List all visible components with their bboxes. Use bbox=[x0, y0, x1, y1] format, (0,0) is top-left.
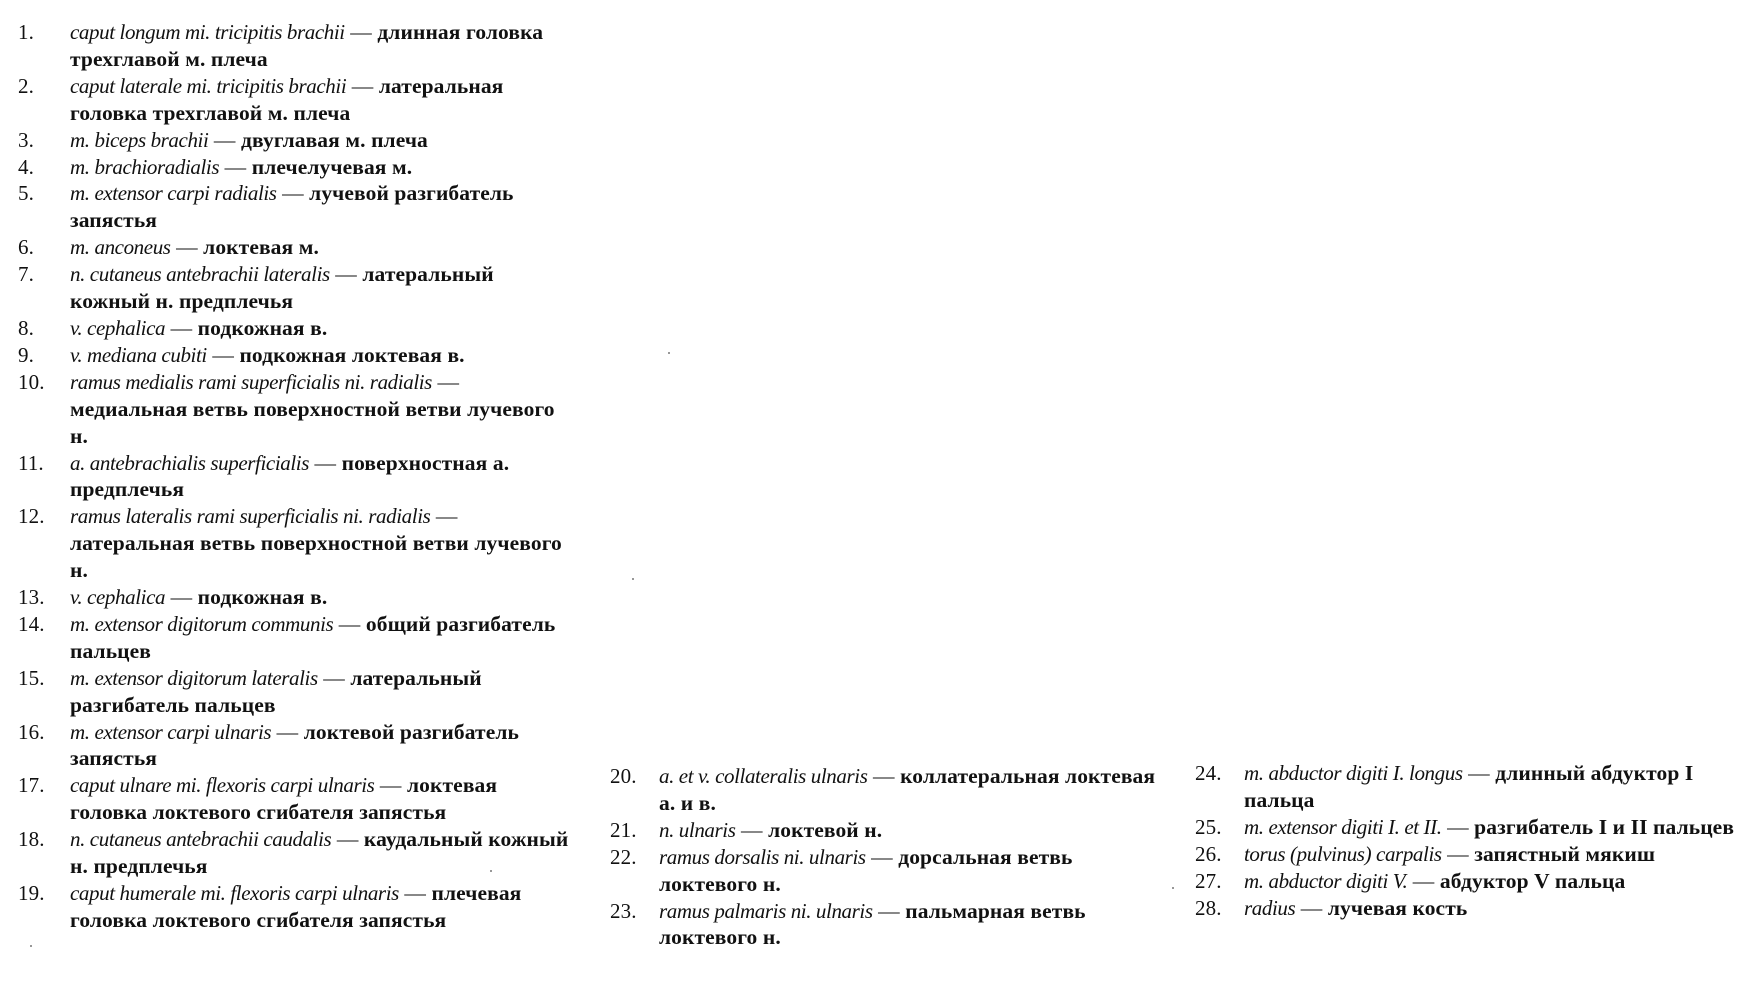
legend-item bbox=[18, 154, 578, 181]
legend-item bbox=[18, 584, 578, 611]
legend-item-dash: — bbox=[1447, 814, 1469, 839]
legend-item bbox=[610, 763, 1170, 817]
legend-item-number: 13. bbox=[18, 585, 45, 610]
legend-item-number: 20. bbox=[610, 764, 637, 788]
legend-item-latin-term: caput humerale mi. flexoris carpi ulnaris bbox=[70, 881, 399, 905]
legend-item-dash: — bbox=[872, 764, 895, 788]
legend-item bbox=[1195, 895, 1735, 922]
legend-item-number: 17. bbox=[18, 773, 45, 798]
legend-item bbox=[18, 450, 578, 504]
legend-item-latin-term: m. abductor digiti V. bbox=[1244, 868, 1408, 893]
legend-item-dash: — bbox=[741, 817, 763, 842]
legend-item-latin-term: n. ulnaris bbox=[659, 817, 736, 842]
legend-item-russian-term: пальмарная ветвь локтевого н. bbox=[659, 898, 1086, 950]
legend-item-dash: — bbox=[338, 611, 361, 636]
legend-item bbox=[18, 315, 578, 342]
legend-item-number: 7. bbox=[18, 262, 34, 287]
legend-item-russian-term: поверхностная а. предплечья bbox=[70, 450, 510, 502]
scan-speck bbox=[1172, 887, 1174, 889]
legend-item-russian-term: латеральный кожный н. предплечья bbox=[70, 262, 494, 314]
legend-item-number: 3. bbox=[18, 127, 34, 152]
legend-item-dash: — bbox=[314, 450, 337, 475]
legend-item bbox=[18, 503, 578, 584]
legend-item-number: 14. bbox=[18, 611, 45, 636]
legend-item-number: 28. bbox=[1195, 895, 1222, 920]
legend-item-dash: — bbox=[170, 315, 193, 340]
legend-item-number: 8. bbox=[18, 315, 34, 340]
legend-item bbox=[18, 611, 578, 665]
legend-item-latin-term: m. brachioradialis bbox=[70, 154, 220, 179]
legend-item-number: 16. bbox=[18, 719, 45, 744]
legend-item-latin-term: m. extensor digiti I. et II. bbox=[1244, 814, 1442, 839]
legend-item bbox=[18, 880, 578, 934]
legend-item-dash: — bbox=[170, 585, 193, 610]
legend-item-russian-term: лучевая кость bbox=[1327, 895, 1468, 920]
legend-item bbox=[1195, 760, 1735, 814]
legend-item-latin-term: ramus medialis rami superficialis ni. radialis bbox=[70, 369, 432, 394]
legend-item bbox=[18, 19, 578, 73]
legend-item bbox=[18, 772, 578, 826]
legend-item-russian-term: абдуктор V пальца bbox=[1439, 868, 1626, 893]
legend-item-russian-term: локтевая головка локтевого сгибателя запястья bbox=[70, 773, 498, 825]
legend-item-latin-term: ramus palmaris ni. ulnaris bbox=[659, 898, 873, 923]
scan-speck bbox=[30, 945, 32, 947]
legend-item-latin-term: n. cutaneus antebrachii caudalis bbox=[70, 827, 332, 852]
scan-speck bbox=[632, 578, 634, 580]
legend-item bbox=[18, 73, 578, 127]
legend-item-dash: — bbox=[350, 20, 372, 44]
legend-item-dash: — bbox=[878, 898, 900, 923]
legend-item-dash: — bbox=[435, 504, 458, 529]
legend-item bbox=[18, 261, 578, 315]
legend-item-number: 27. bbox=[1195, 868, 1222, 893]
legend-item-russian-term: двуглавая м. плеча bbox=[241, 127, 428, 152]
legend-item-number: 21. bbox=[610, 817, 637, 842]
legend-item-russian-term: плечевая головка локтевого сгибателя запястья bbox=[70, 881, 522, 932]
legend-item-dash: — bbox=[1447, 841, 1469, 866]
legend-item-latin-term: m. extensor digitorum communis bbox=[70, 611, 334, 636]
legend-item-number: 26. bbox=[1195, 841, 1222, 866]
legend-item-dash: — bbox=[212, 342, 234, 367]
legend-item-latin-term: caput ulnare mi. flexoris carpi ulnaris bbox=[70, 773, 375, 798]
legend-item-number: 23. bbox=[610, 898, 637, 923]
legend-item-dash: — bbox=[276, 719, 299, 744]
legend-item bbox=[18, 127, 578, 154]
legend-item bbox=[18, 719, 578, 773]
legend-item-latin-term: n. cutaneus antebrachii lateralis bbox=[70, 262, 330, 287]
legend-item-number: 15. bbox=[18, 665, 45, 690]
scan-speck bbox=[668, 352, 670, 354]
legend-column-1 bbox=[18, 19, 578, 934]
legend-item-latin-term: caput laterale mi. tricipitis brachii bbox=[70, 73, 347, 98]
legend-item bbox=[18, 180, 578, 234]
legend-item-latin-term: caput longum mi. tricipitis brachii bbox=[70, 20, 345, 44]
legend-item-russian-term: медиальная ветвь поверхностной ветви лучевого н. bbox=[70, 396, 555, 448]
legend-item-russian-term: подкожная в. bbox=[197, 585, 328, 610]
legend-item-dash: — bbox=[1468, 761, 1490, 785]
legend-item bbox=[1195, 841, 1735, 868]
legend-item-number: 10. bbox=[18, 369, 45, 394]
legend-item bbox=[610, 898, 1170, 952]
legend-item-russian-term: подкожная в. bbox=[197, 315, 328, 340]
legend-item-dash: — bbox=[871, 844, 893, 869]
legend-item bbox=[18, 826, 578, 880]
legend-item-number: 12. bbox=[18, 504, 45, 529]
legend-item-dash: — bbox=[379, 773, 402, 798]
legend-item-dash: — bbox=[335, 262, 357, 287]
legend-item-latin-term: m. extensor carpi ulnaris bbox=[70, 719, 272, 744]
legend-item-number: 6. bbox=[18, 235, 34, 260]
legend-item-dash: — bbox=[437, 369, 460, 394]
legend-item-dash: — bbox=[282, 181, 304, 206]
legend-column-2 bbox=[610, 763, 1170, 951]
legend-item-latin-term: m. extensor digitorum lateralis bbox=[70, 665, 318, 690]
legend-item bbox=[18, 369, 578, 450]
legend-item-dash: — bbox=[224, 154, 247, 179]
legend-item-russian-term: плечелучевая м. bbox=[251, 154, 413, 179]
scan-speck bbox=[490, 870, 492, 872]
legend-item-number: 25. bbox=[1195, 814, 1222, 839]
legend-item-russian-term: локтевая м. bbox=[203, 235, 319, 260]
legend-item-number: 11. bbox=[18, 450, 44, 475]
legend-item-russian-term: запястный мякиш bbox=[1474, 841, 1656, 866]
legend-item-latin-term: m. abductor digiti I. longus bbox=[1244, 761, 1463, 785]
legend-item-russian-term: каудальный кожный н. предплечья bbox=[70, 827, 569, 879]
legend-item-dash: — bbox=[176, 235, 198, 260]
legend-item-dash: — bbox=[404, 881, 426, 905]
legend-item bbox=[1195, 868, 1735, 895]
legend-item-latin-term: radius bbox=[1244, 895, 1296, 920]
legend-item-russian-term: длинный абдуктор I пальца bbox=[1244, 761, 1694, 812]
legend-item-number: 9. bbox=[18, 342, 34, 367]
legend-item-latin-term: torus (pulvinus) carpalis bbox=[1244, 841, 1442, 866]
legend-item-dash: — bbox=[1300, 895, 1323, 920]
legend-column-3 bbox=[1195, 760, 1735, 921]
legend-item-latin-term: m. biceps brachii bbox=[70, 127, 209, 152]
legend-item-number: 24. bbox=[1195, 761, 1222, 785]
legend-item-russian-term: локтевой н. bbox=[768, 817, 883, 842]
legend-item-latin-term: m. anconeus bbox=[70, 235, 171, 260]
legend-item-latin-term: m. extensor carpi radialis bbox=[70, 181, 277, 206]
legend-item-number: 2. bbox=[18, 73, 34, 98]
legend-item-dash: — bbox=[1412, 868, 1435, 893]
legend-item-russian-term: дорсальная ветвь локтевого н. bbox=[659, 844, 1073, 896]
legend-item-number: 4. bbox=[18, 154, 34, 179]
legend-item-russian-term: разгибатель I и II пальцев bbox=[1474, 814, 1735, 839]
legend-item bbox=[18, 665, 578, 719]
legend-item-number: 5. bbox=[18, 181, 34, 206]
legend-item-number: 18. bbox=[18, 827, 45, 852]
legend-item bbox=[610, 817, 1170, 844]
legend-item-latin-term: ramus lateralis rami superficialis ni. radialis bbox=[70, 504, 431, 529]
legend-item-russian-term: коллатеральная локтевая а. и в. bbox=[659, 764, 1156, 815]
legend-item bbox=[18, 342, 578, 369]
legend-item-number: 1. bbox=[18, 20, 34, 44]
legend-item-latin-term: ramus dorsalis ni. ulnaris bbox=[659, 844, 866, 869]
legend-item-latin-term: a. antebrachialis superficialis bbox=[70, 450, 310, 475]
legend-item-russian-term: подкожная локтевая в. bbox=[239, 342, 465, 367]
legend-item-latin-term: v. cephalica bbox=[70, 315, 166, 340]
legend-item-dash: — bbox=[351, 73, 374, 98]
legend-item bbox=[610, 844, 1170, 898]
legend-item bbox=[18, 234, 578, 261]
legend-item-russian-term: длинная головка трехглавой м. плеча bbox=[70, 20, 544, 71]
legend-item-dash: — bbox=[323, 665, 345, 690]
legend-item-latin-term: v. mediana cubiti bbox=[70, 342, 207, 367]
legend-item-russian-term: латеральный разгибатель пальцев bbox=[70, 665, 482, 717]
legend-item-dash: — bbox=[213, 127, 236, 152]
legend-item-russian-term: латеральная головка трехглавой м. плеча bbox=[70, 73, 504, 125]
legend-item-number: 22. bbox=[610, 844, 637, 869]
legend-item-russian-term: локтевой разгибатель запястья bbox=[70, 719, 519, 771]
legend-item bbox=[1195, 814, 1735, 841]
legend-item-latin-term: v. cephalica bbox=[70, 585, 166, 610]
legend-item-number: 19. bbox=[18, 881, 45, 905]
legend-item-russian-term: лучевой разгибатель запястья bbox=[70, 181, 514, 233]
legend-item-russian-term: латеральная ветвь поверхностной ветви лучевого н. bbox=[70, 531, 562, 583]
legend-item-dash: — bbox=[336, 827, 359, 852]
legend-item-latin-term: a. et v. collateralis ulnaris bbox=[659, 764, 868, 788]
legend-item-russian-term: общий разгибатель пальцев bbox=[70, 611, 556, 663]
